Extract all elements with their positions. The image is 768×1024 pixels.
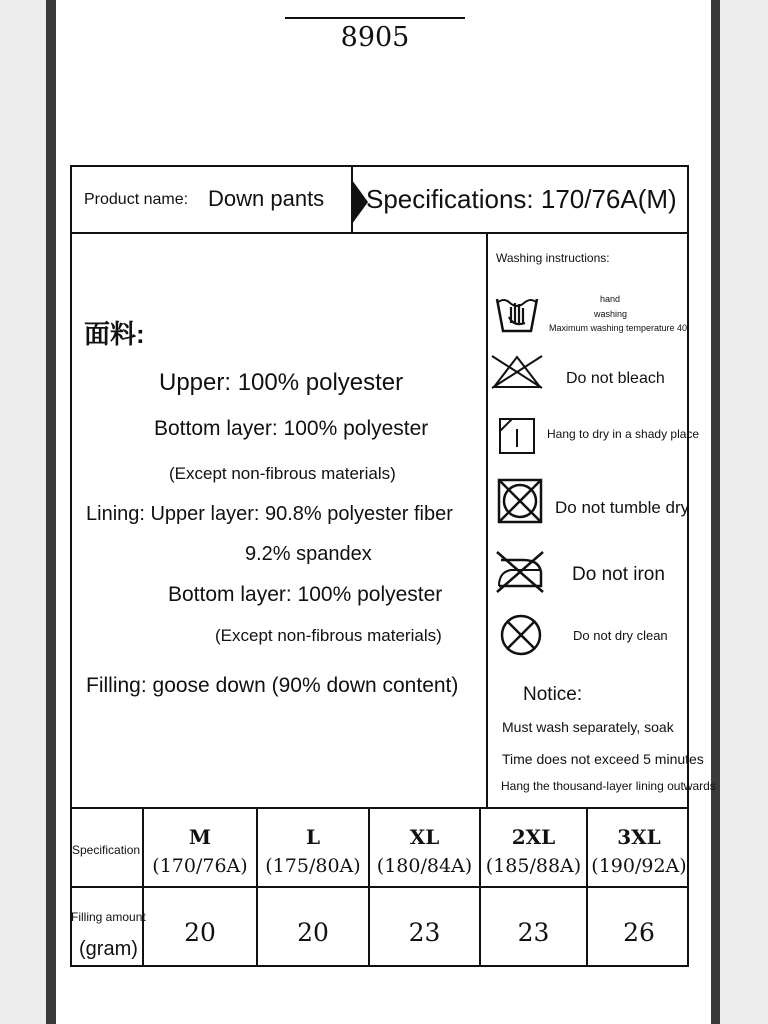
washing-title: Washing instructions: — [496, 251, 610, 265]
product-name-value: Down pants — [208, 186, 325, 211]
size-cell: L — [305, 825, 321, 849]
fill-row-header: Filling amount — [71, 910, 146, 924]
fit-cell: (190/92A) — [591, 855, 687, 877]
hand-wash-line2: washing — [594, 309, 628, 319]
size-cell: 2XL — [511, 825, 556, 849]
specification-value: Specifications: 170/76A(M) — [366, 184, 677, 214]
fit-cell: (180/84A) — [376, 855, 473, 877]
notice-title: Notice: — [523, 684, 583, 705]
notice-line-2: Time does not exceed 5 minutes — [502, 751, 704, 767]
fill-row-unit: (gram) — [79, 938, 138, 960]
amount-cell: 20 — [184, 918, 216, 947]
fabric-upper: Upper: 100% polyester — [159, 369, 404, 396]
fit-cell: (175/80A) — [265, 855, 361, 877]
no-tumble-dry-icon — [497, 478, 543, 524]
hand-wash-line3: Maximum washing temperature 40 — [549, 323, 688, 333]
fit-cell: (170/76A) — [152, 855, 248, 877]
no-dry-clean-label: Do not dry clean — [573, 628, 668, 643]
fabric-bottom: Bottom layer: 100% polyester — [154, 417, 429, 440]
no-dry-clean-icon — [499, 613, 543, 657]
amount-cell: 23 — [408, 918, 441, 947]
no-iron-label: Do not iron — [572, 564, 665, 585]
notice-line-1: Must wash separately, soak — [502, 719, 674, 735]
lining-spandex: 9.2% spandex — [245, 543, 372, 565]
hand-wash-icon — [494, 293, 540, 335]
amount-cell: 20 — [297, 918, 329, 947]
code-rule — [285, 17, 465, 19]
product-name-label: Product name: — [84, 191, 189, 208]
spec-row-header: Specification — [72, 843, 141, 857]
amount-cell: 26 — [623, 918, 655, 947]
no-iron-icon — [493, 550, 547, 594]
size-cell: 3XL — [617, 825, 661, 849]
background-right — [720, 0, 768, 1024]
frame-bar-left — [46, 0, 56, 1024]
product-code: 8905 — [340, 22, 410, 53]
fabric-heading: 面料: — [84, 319, 145, 349]
hand-wash-line1: hand — [600, 294, 621, 304]
size-cell: XL — [409, 825, 440, 849]
body-split — [486, 232, 488, 808]
fabric-except-2: (Except non-fibrous materials) — [215, 626, 442, 645]
lining-bottom: Bottom layer: 100% polyester — [168, 583, 443, 606]
no-bleach-icon — [490, 354, 544, 390]
amount-cell: 23 — [517, 918, 550, 947]
header-divider — [70, 232, 689, 234]
size-cell: M — [188, 825, 212, 849]
table-row-divider — [70, 886, 689, 888]
shade-dry-label: Hang to dry in a shady place — [547, 427, 700, 441]
shade-dry-icon — [498, 417, 536, 455]
lining-upper: Lining: Upper layer: 90.8% polyester fiber — [86, 503, 453, 525]
no-bleach-label: Do not bleach — [566, 370, 665, 387]
fit-cell: (185/88A) — [485, 855, 582, 877]
filling-description: Filling: goose down (90% down content) — [86, 674, 459, 697]
table-top-divider — [70, 807, 689, 809]
fabric-except-1: (Except non-fibrous materials) — [169, 464, 396, 483]
background-left — [0, 0, 46, 1024]
no-tumble-dry-label: Do not tumble dry — [555, 498, 690, 517]
notice-line-3: Hang the thousand-layer lining outwards — [501, 779, 716, 793]
frame-bar-right — [711, 0, 720, 1024]
